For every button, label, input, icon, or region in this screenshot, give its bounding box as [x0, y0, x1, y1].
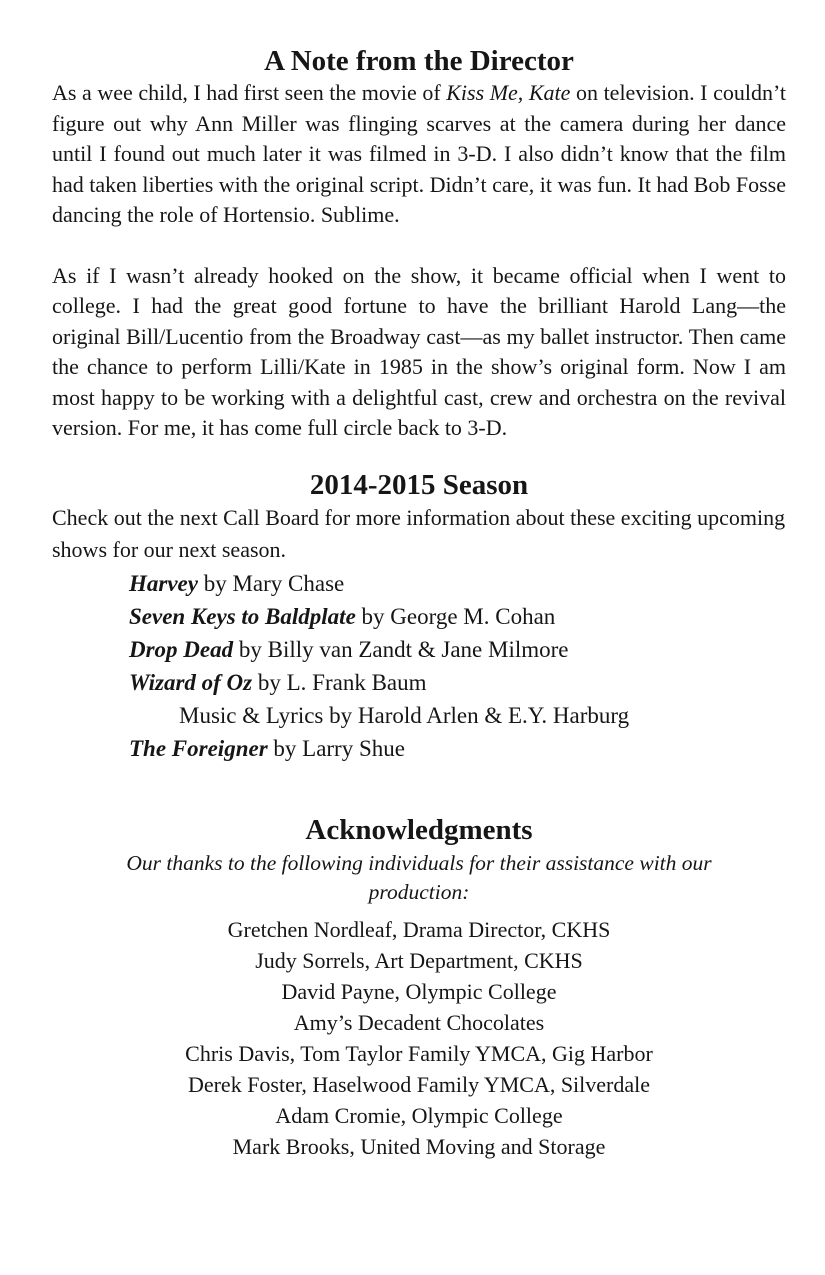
director-note-text: on television. I couldn’t figure out why Ann Miller was flinging scarves at the camera during her dance until I found out much later it was filmed in 3-D. I also didn’t know that the film had taken liberties with the original script. Didn’t care, it was fun. It had Bob Fosse dancing the role of Hortensio. Sublime. [52, 80, 786, 227]
show-item [129, 600, 786, 633]
show-title: Seven Keys to Baldplate [129, 603, 356, 629]
director-note-paragraph-1 [52, 78, 786, 231]
show-list [52, 567, 786, 765]
acknowledgment-item: Gretchen Nordleaf, Drama Director, CKHS [227, 916, 611, 942]
director-note-paragraph-2: As if I wasn’t already hooked on the show, it became official when I went to college. I had the great good fortune to have the brilliant Harold Lang—the original Bill/Lucentio from the Broadway cast—as my ballet instructor. Then came the chance to perform Lilli/Kate in 1985 in the show’s original form. Now I am most happy to be working with a delightful cast, crew and orchestra on the revival version. For me, it has come full circle back to 3-D. [52, 262, 786, 440]
season-intro: Check out the next Call Board for more information about these exciting upcoming shows for our next season. [52, 504, 786, 562]
show-credit: Music & Lyrics by Harold Arlen & E.Y. Harburg [179, 702, 630, 728]
show-author: by L. Frank Baum [252, 669, 427, 695]
show-item [129, 732, 786, 765]
show-item [129, 567, 786, 600]
acknowledgment-item: Chris Davis, Tom Taylor Family YMCA, Gig Harbor [185, 1040, 653, 1066]
show-item [129, 666, 786, 699]
acknowledgments-list [52, 914, 786, 1162]
season-section [52, 468, 786, 765]
show-item [129, 633, 786, 666]
acknowledgment-item: David Payne, Olympic College [281, 978, 557, 1004]
show-author: by George M. Cohan [355, 603, 556, 629]
acknowledgments-heading: Acknowledgments [305, 813, 533, 846]
show-author: by Larry Shue [267, 735, 405, 761]
acknowledgment-item: Adam Cromie, Olympic College [275, 1102, 563, 1128]
acknowledgments-section [52, 813, 786, 1162]
acknowledgment-item: Derek Foster, Haselwood Family YMCA, Silverdale [187, 1071, 651, 1097]
show-title: Drop Dead [129, 636, 234, 662]
show-title: Harvey [129, 570, 198, 596]
acknowledgment-item: Judy Sorrels, Art Department, CKHS [255, 947, 583, 973]
acknowledgment-item: Amy’s Decadent Chocolates [293, 1009, 545, 1035]
program-page [52, 44, 786, 1162]
season-heading: 2014-2015 Season [309, 468, 529, 501]
movie-title: Kiss Me, Kate [446, 80, 571, 105]
show-author: by Mary Chase [197, 570, 345, 596]
acknowledgments-intro: Our thanks to the following individuals for their assistance with our production: [126, 850, 712, 904]
show-author: by Billy van Zandt & Jane Milmore [233, 636, 569, 662]
director-note-text: As a wee child, I had first seen the movie of [52, 80, 447, 105]
acknowledgment-item: Mark Brooks, United Moving and Storage [232, 1133, 606, 1159]
director-note-heading: A Note from the Director [264, 45, 574, 77]
show-title: The Foreigner [129, 735, 268, 761]
director-note-section [52, 44, 786, 444]
show-title: Wizard of Oz [129, 669, 253, 695]
